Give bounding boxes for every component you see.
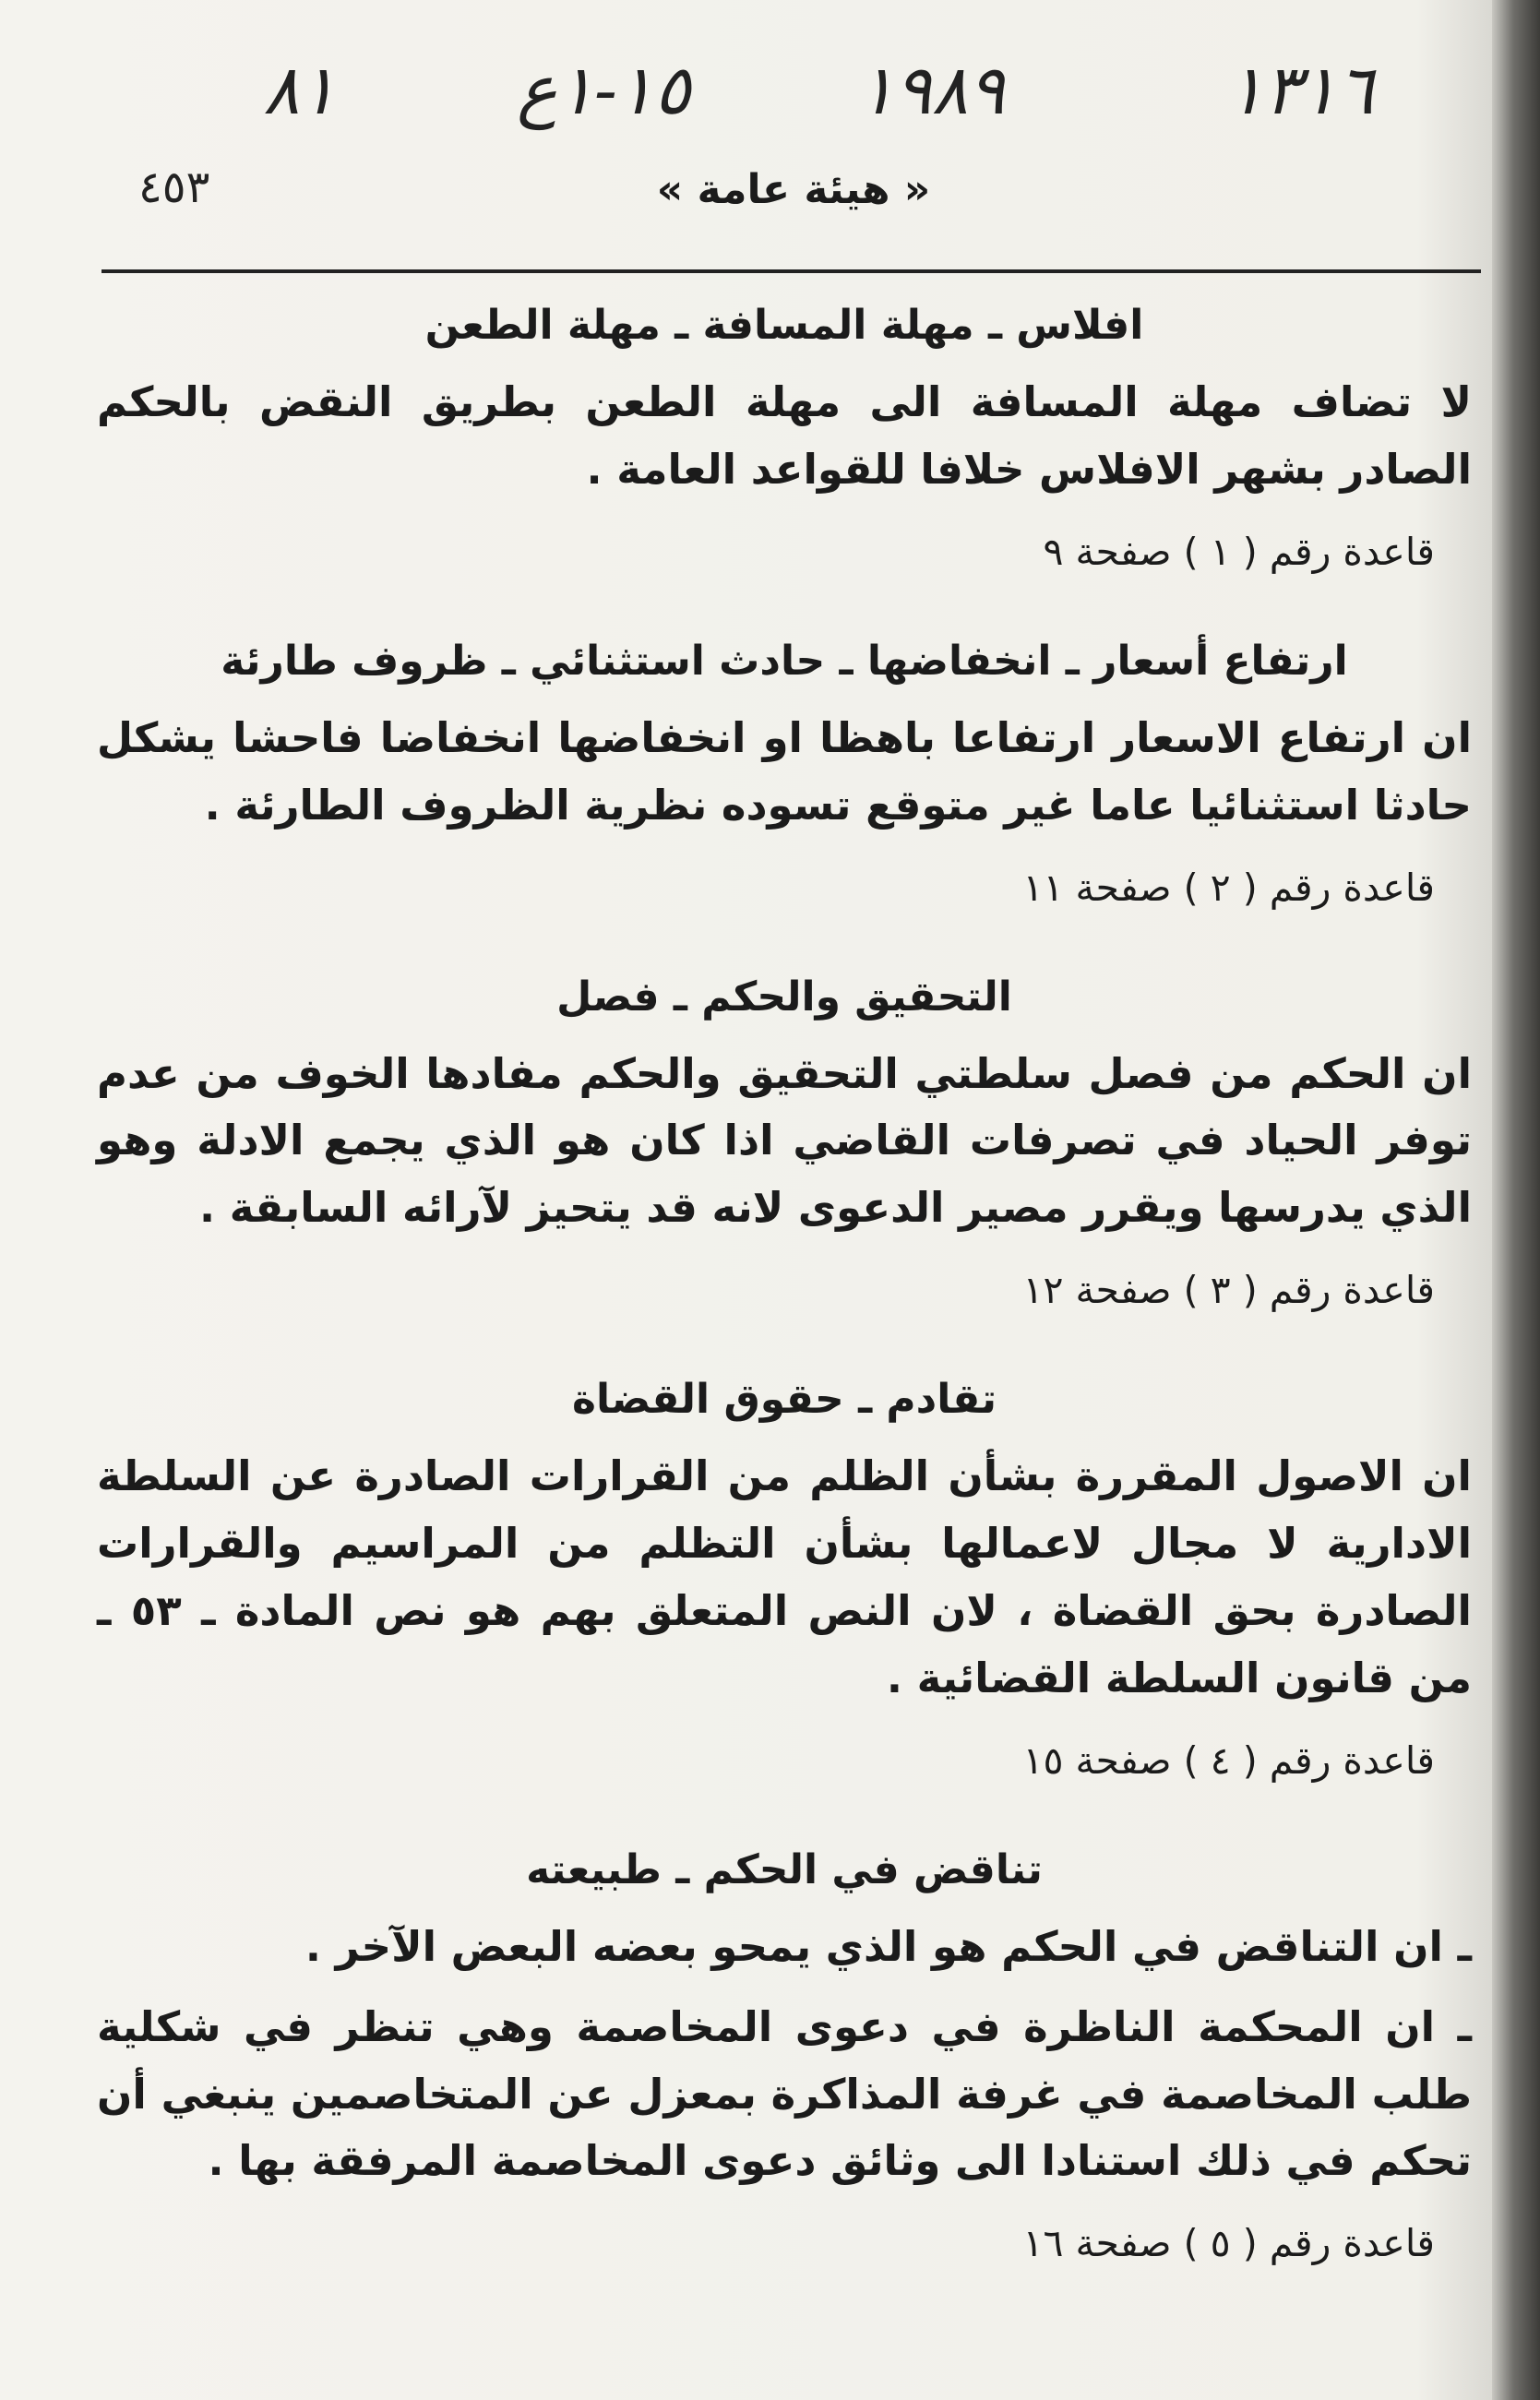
section-heading: افلاس ـ مهلة المسافة ـ مهلة الطعن: [424, 302, 1144, 349]
section-paragraph: ان الاصول المقررة بشأن الظلم من القرارات الصادرة عن السلطة الادارية لا مجال لاعمالها بشأن التظلم من المراسيم والقرارات الصادرة بحق القضاة ، لان النص المتعلق بهم هو نص المادة ـ ٥٣ ـ من قانون السلطة القضائية .: [97, 1451, 1472, 1702]
section-paragraph: ـ ان المحكمة الناظرة في دعوى المخاصمة وهي تنظر في شكلية طلب المخاصمة في غرفة المذاكرة بمعزل عن المتخاصمين ينبغي أن تحكم في ذلك استنادا الى وثائق دعوى المخاصمة المرفقة بها .: [97, 2001, 1472, 2186]
digest-section-5: [97, 1840, 1472, 2266]
section-paragraph: ان الحكم من فصل سلطتي التحقيق والحكم مفادها الخوف من عدم توفر الحياد في تصرفات القاضي اذا كان هو الذي يجمع الادلة وهو الذي يدرسها ويقرر مصير الدعوى لانه قد يتحيز لآرائه السابقة .: [97, 1048, 1472, 1233]
rule-reference: قاعدة رقم ( ٢ ) صفحة ١١: [1022, 865, 1435, 910]
section-paragraph: ـ ان التناقض في الحكم هو الذي يمحو بعضه البعض الآخر .: [304, 1921, 1472, 1971]
handwritten-note-2: ١٥-١ع: [517, 51, 691, 130]
rule-reference: قاعدة رقم ( ١ ) صفحة ٩: [1043, 529, 1435, 574]
digest-section-2: [97, 631, 1472, 910]
section-heading: تناقض في الحكم ـ طبيعته: [526, 1845, 1043, 1893]
section-paragraph: لا تضاف مهلة المسافة الى مهلة الطعن بطريق النقض بالحكم الصادر بشهر الافلاس خلافا للقواعد العامة .: [97, 377, 1472, 494]
rule-reference: قاعدة رقم ( ٥ ) صفحة ١٦: [1022, 2221, 1435, 2266]
rule-reference: قاعدة رقم ( ٤ ) صفحة ١٥: [1022, 1737, 1435, 1783]
digest-section-3: [97, 967, 1472, 1313]
header-rule: [101, 269, 1481, 273]
section-heading: التحقيق والحكم ـ فصل: [556, 973, 1012, 1021]
running-title: « هيئة عامة »: [656, 166, 931, 213]
digest-section-4: [97, 1369, 1472, 1783]
digest-content: [97, 295, 1472, 2322]
book-spine-shadow: [1492, 0, 1540, 2400]
rule-reference: قاعدة رقم ( ٣ ) صفحة ١٢: [1022, 1268, 1435, 1313]
section-heading: تقادم ـ حقوق القضاة: [572, 1376, 997, 1424]
handwritten-note-4: ١٣١٦: [1227, 51, 1374, 130]
section-heading: ارتفاع أسعار ـ انخفاضها ـ حادث استثنائي ـ ظروف طارئة: [221, 637, 1348, 685]
page-number: ٤٥٣: [138, 161, 210, 213]
section-paragraph: ان ارتفاع الاسعار ارتفاعا باهظا او انخفاضها انخفاضا فاحشا يشكل حادثا استثنائيا عاما غير متوقع تسوده نظرية الظروف الطارئة .: [97, 712, 1472, 830]
digest-section-1: [97, 295, 1472, 574]
handwritten-note-1: ٨١: [263, 51, 337, 130]
handwritten-note-3: ١٩٨٩: [858, 51, 1005, 130]
